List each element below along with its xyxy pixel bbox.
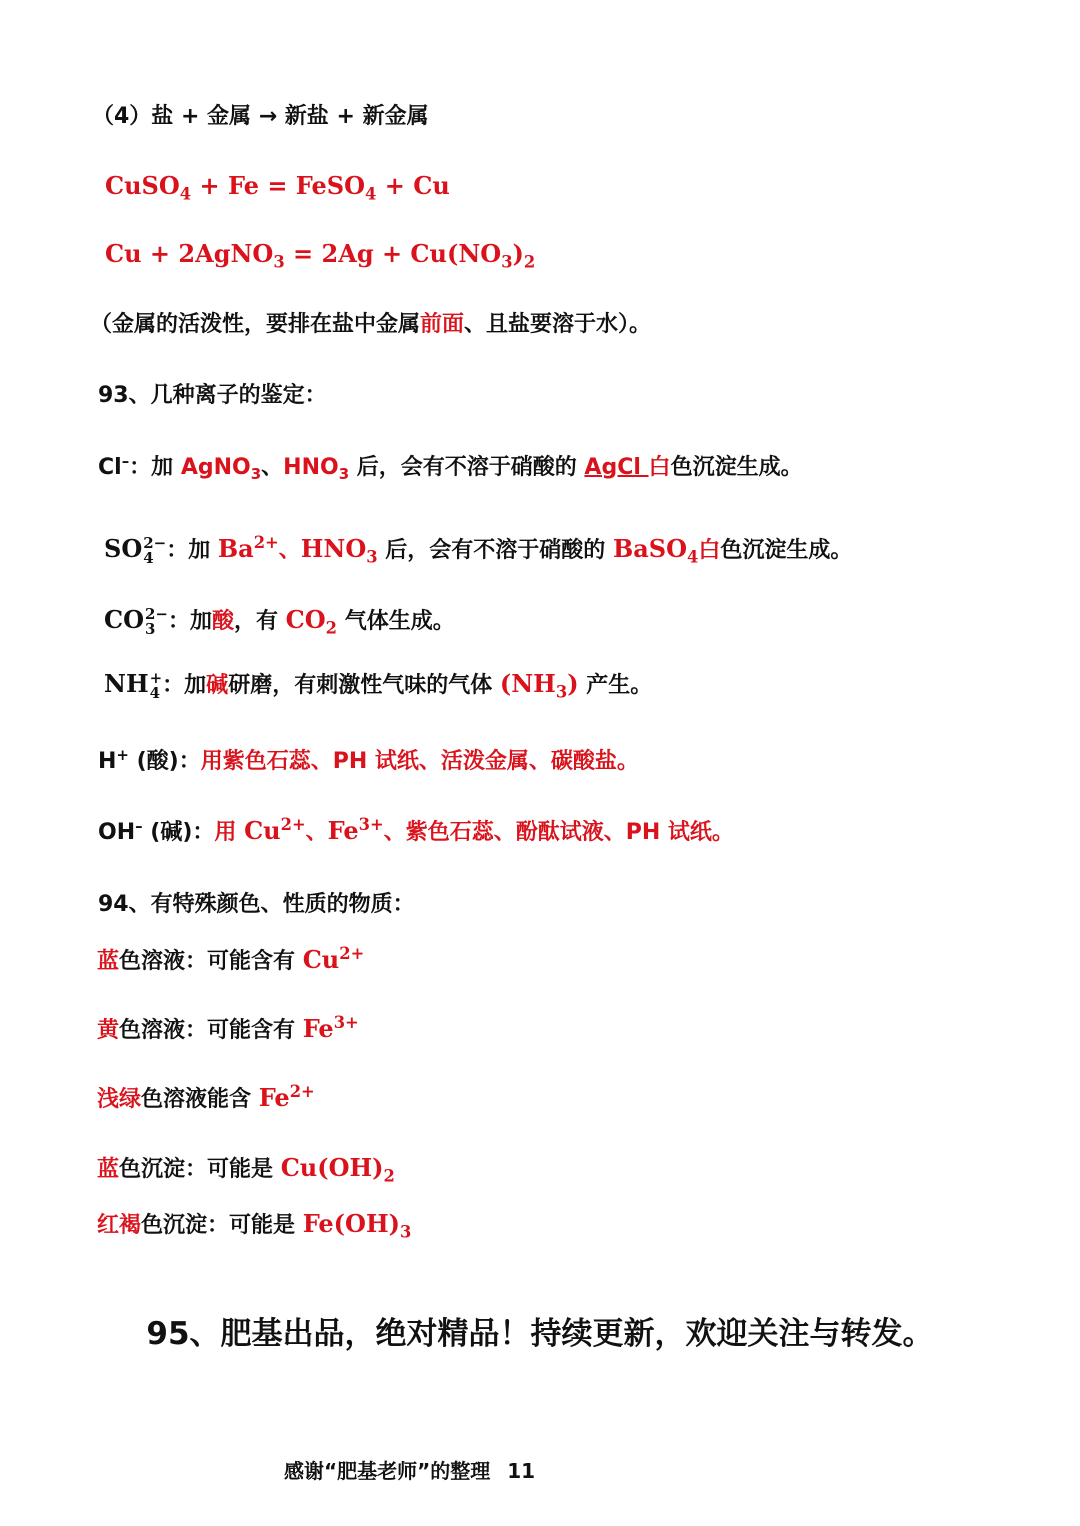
h-ion: H [98, 749, 117, 774]
color-item-text: 色溶液：可能含有 [119, 949, 303, 974]
so4-sep: 、 [278, 538, 301, 563]
so4-ion-sub: 4 [143, 549, 154, 567]
nh4-test-line [104, 670, 652, 701]
color-item-formula: Fe [302, 1014, 334, 1043]
cl-sep: 、 [261, 455, 284, 480]
section4-heading-text: （4）盐 + 金属 → 新盐 + 新金属 [92, 104, 429, 129]
so4-suffix: 色沉淀生成。 [720, 538, 853, 563]
color-item-formula: Cu [302, 945, 340, 974]
co3-ion-sub: 3 [145, 620, 156, 638]
oh-ion: OH [98, 820, 136, 845]
nh4-gas-nh3: (NH [499, 669, 556, 698]
so4-product-baso4: BaSO [612, 534, 688, 563]
color-item-color: 黄 [97, 1018, 120, 1043]
cl-product-agcl: AgCl [584, 455, 649, 480]
oh-fe: Fe [327, 816, 359, 845]
so4-ion: SO [104, 534, 143, 563]
eq1-sub-a: 4 [179, 184, 192, 204]
note-highlight: 前面 [420, 312, 465, 337]
co3-ion: CO [104, 605, 145, 634]
cl-prefix: ：加 [129, 455, 181, 480]
oh-test-line [98, 817, 734, 846]
section93-heading [98, 383, 327, 409]
color-item-sup: 2+ [289, 1082, 315, 1102]
color-item-formula: Cu(OH) [280, 1153, 384, 1182]
so4-prefix: ：加 [166, 538, 218, 563]
color-item-sup: 3+ [333, 1013, 359, 1033]
color-item-text: 色沉淀：可能是 [119, 1157, 281, 1182]
color-item [97, 1084, 315, 1113]
section4-heading [92, 104, 429, 130]
section94-heading-text: 94、有特殊颜色、性质的物质： [98, 892, 415, 917]
color-item-color: 浅绿 [97, 1087, 142, 1112]
section93-heading-text: 93、几种离子的鉴定： [98, 383, 327, 408]
co3-ion-sup: 2− [145, 605, 168, 624]
color-item-text: 色溶液能含 [141, 1087, 259, 1112]
section4-note [90, 312, 651, 338]
cl-precipitate-color: 白 [648, 455, 671, 480]
nh4-base: 碱 [206, 673, 229, 698]
h-test-line [98, 745, 639, 775]
color-item-formula: Fe(OH) [302, 1209, 400, 1238]
co3-suffix: 气体生成。 [337, 609, 455, 634]
nh4-ion: NH [104, 669, 149, 698]
oh-cu: Cu [244, 816, 281, 845]
co3-ion-charge [145, 607, 168, 637]
color-item [97, 946, 364, 975]
cl-ion-charge: – [121, 451, 130, 470]
h-ion-charge: + [116, 745, 129, 764]
cl-reagent-agno3-sub: 3 [250, 465, 262, 484]
color-item [97, 1209, 412, 1242]
color-item [97, 1015, 359, 1044]
eq1-part-a: CuSO [105, 171, 180, 200]
oh-rest: 、紫色石蕊、酚酞试液、PH 试纸。 [383, 820, 734, 845]
page-footer [284, 1455, 535, 1484]
cl-reagent-agno3: AgNO [180, 455, 251, 480]
cl-reagent-hno3: HNO [283, 455, 339, 480]
color-item-color: 红褐 [97, 1213, 142, 1238]
footer-credit: 感谢“肥基老师”的整理 [284, 1459, 491, 1483]
so4-middle: 后，会有不溶于硝酸的 [377, 538, 613, 563]
so4-reagent-hno3-sub: 3 [366, 547, 378, 567]
page-number: 11 [507, 1459, 536, 1483]
h-label: (酸)： [128, 749, 201, 774]
color-item-color: 蓝 [97, 1157, 120, 1182]
nh4-gas-sub: 3 [555, 682, 568, 702]
nh4-ion-sup: + [149, 669, 163, 688]
color-item-text: 色溶液：可能含有 [119, 1018, 303, 1043]
color-item-sub: 2 [383, 1166, 395, 1186]
nh4-gas-close: ) [567, 669, 579, 698]
h-methods: 用紫色石蕊、PH 试纸、活泼金属、碳酸盐。 [200, 749, 639, 774]
eq2-part-a: Cu + 2AgNO [105, 239, 274, 268]
co3-acid: 酸 [211, 609, 234, 634]
oh-ion-charge: – [135, 816, 143, 835]
cl-ion: Cl [98, 455, 122, 480]
so4-ion-charge [143, 536, 166, 566]
nh4-prefix: ：加 [162, 673, 207, 698]
co3-middle: ，有 [233, 609, 286, 634]
oh-cu-sup: 2+ [280, 815, 306, 835]
so4-reagent-ba-sup: 2+ [253, 533, 279, 553]
color-item [97, 1153, 395, 1186]
so4-product-sub: 4 [687, 547, 699, 567]
so4-ion-sup: 2− [143, 534, 167, 553]
note-suffix: 、且盐要溶于水）。 [464, 312, 652, 337]
note-prefix: （金属的活泼性，要排在盐中金属 [90, 312, 421, 337]
eq2-sub-b: 3 [501, 252, 513, 272]
co3-test-line [104, 606, 455, 637]
nh4-suffix: 产生。 [578, 673, 653, 698]
eq1-sub-b: 4 [365, 184, 377, 204]
co3-gas-co2: CO [285, 605, 326, 634]
cl-reagent-hno3-sub: 3 [338, 465, 350, 484]
section94-heading [98, 892, 415, 918]
co3-gas-sub: 2 [325, 618, 338, 638]
cl-suffix: 色沉淀生成。 [670, 455, 803, 480]
nh4-ion-sub: 4 [149, 684, 161, 702]
eq1-part-b: + Fe = FeSO [191, 171, 366, 200]
color-item-sup: 2+ [339, 944, 365, 964]
co3-prefix: ：加 [167, 609, 212, 634]
color-item-text: 色沉淀：可能是 [141, 1213, 303, 1238]
equation-2 [105, 239, 536, 272]
so4-reagent-hno3: HNO [300, 534, 367, 563]
eq2-part-c: ) [512, 239, 524, 268]
equation-1 [105, 171, 450, 204]
cl-middle: 后，会有不溶于硝酸的 [349, 455, 585, 480]
oh-fe-sup: 3+ [358, 815, 384, 835]
section95-text: 95、肥基出品，绝对精品！持续更新，欢迎关注与转发。 [146, 1316, 934, 1352]
eq2-part-b: = 2Ag + Cu(NO [284, 239, 502, 268]
section95-banner [0, 1308, 1080, 1353]
color-item-formula: Fe [258, 1083, 290, 1112]
so4-precipitate-color: 白 [698, 538, 721, 563]
eq2-sub-c: 2 [523, 252, 536, 272]
nh4-ion-charge [150, 671, 163, 701]
nh4-middle: 研磨，有刺激性气味的气体 [228, 673, 500, 698]
color-item-sub: 3 [399, 1222, 412, 1242]
so4-test-line [104, 535, 852, 566]
oh-label: (碱)： [142, 820, 215, 845]
oh-sep: 、 [305, 820, 328, 845]
cl-test-line [98, 451, 803, 484]
eq1-part-c: + Cu [376, 171, 450, 200]
oh-use: 用 [214, 820, 245, 845]
color-item-color: 蓝 [97, 949, 120, 974]
so4-reagent-ba: Ba [217, 534, 254, 563]
eq2-sub-a: 3 [273, 252, 285, 272]
